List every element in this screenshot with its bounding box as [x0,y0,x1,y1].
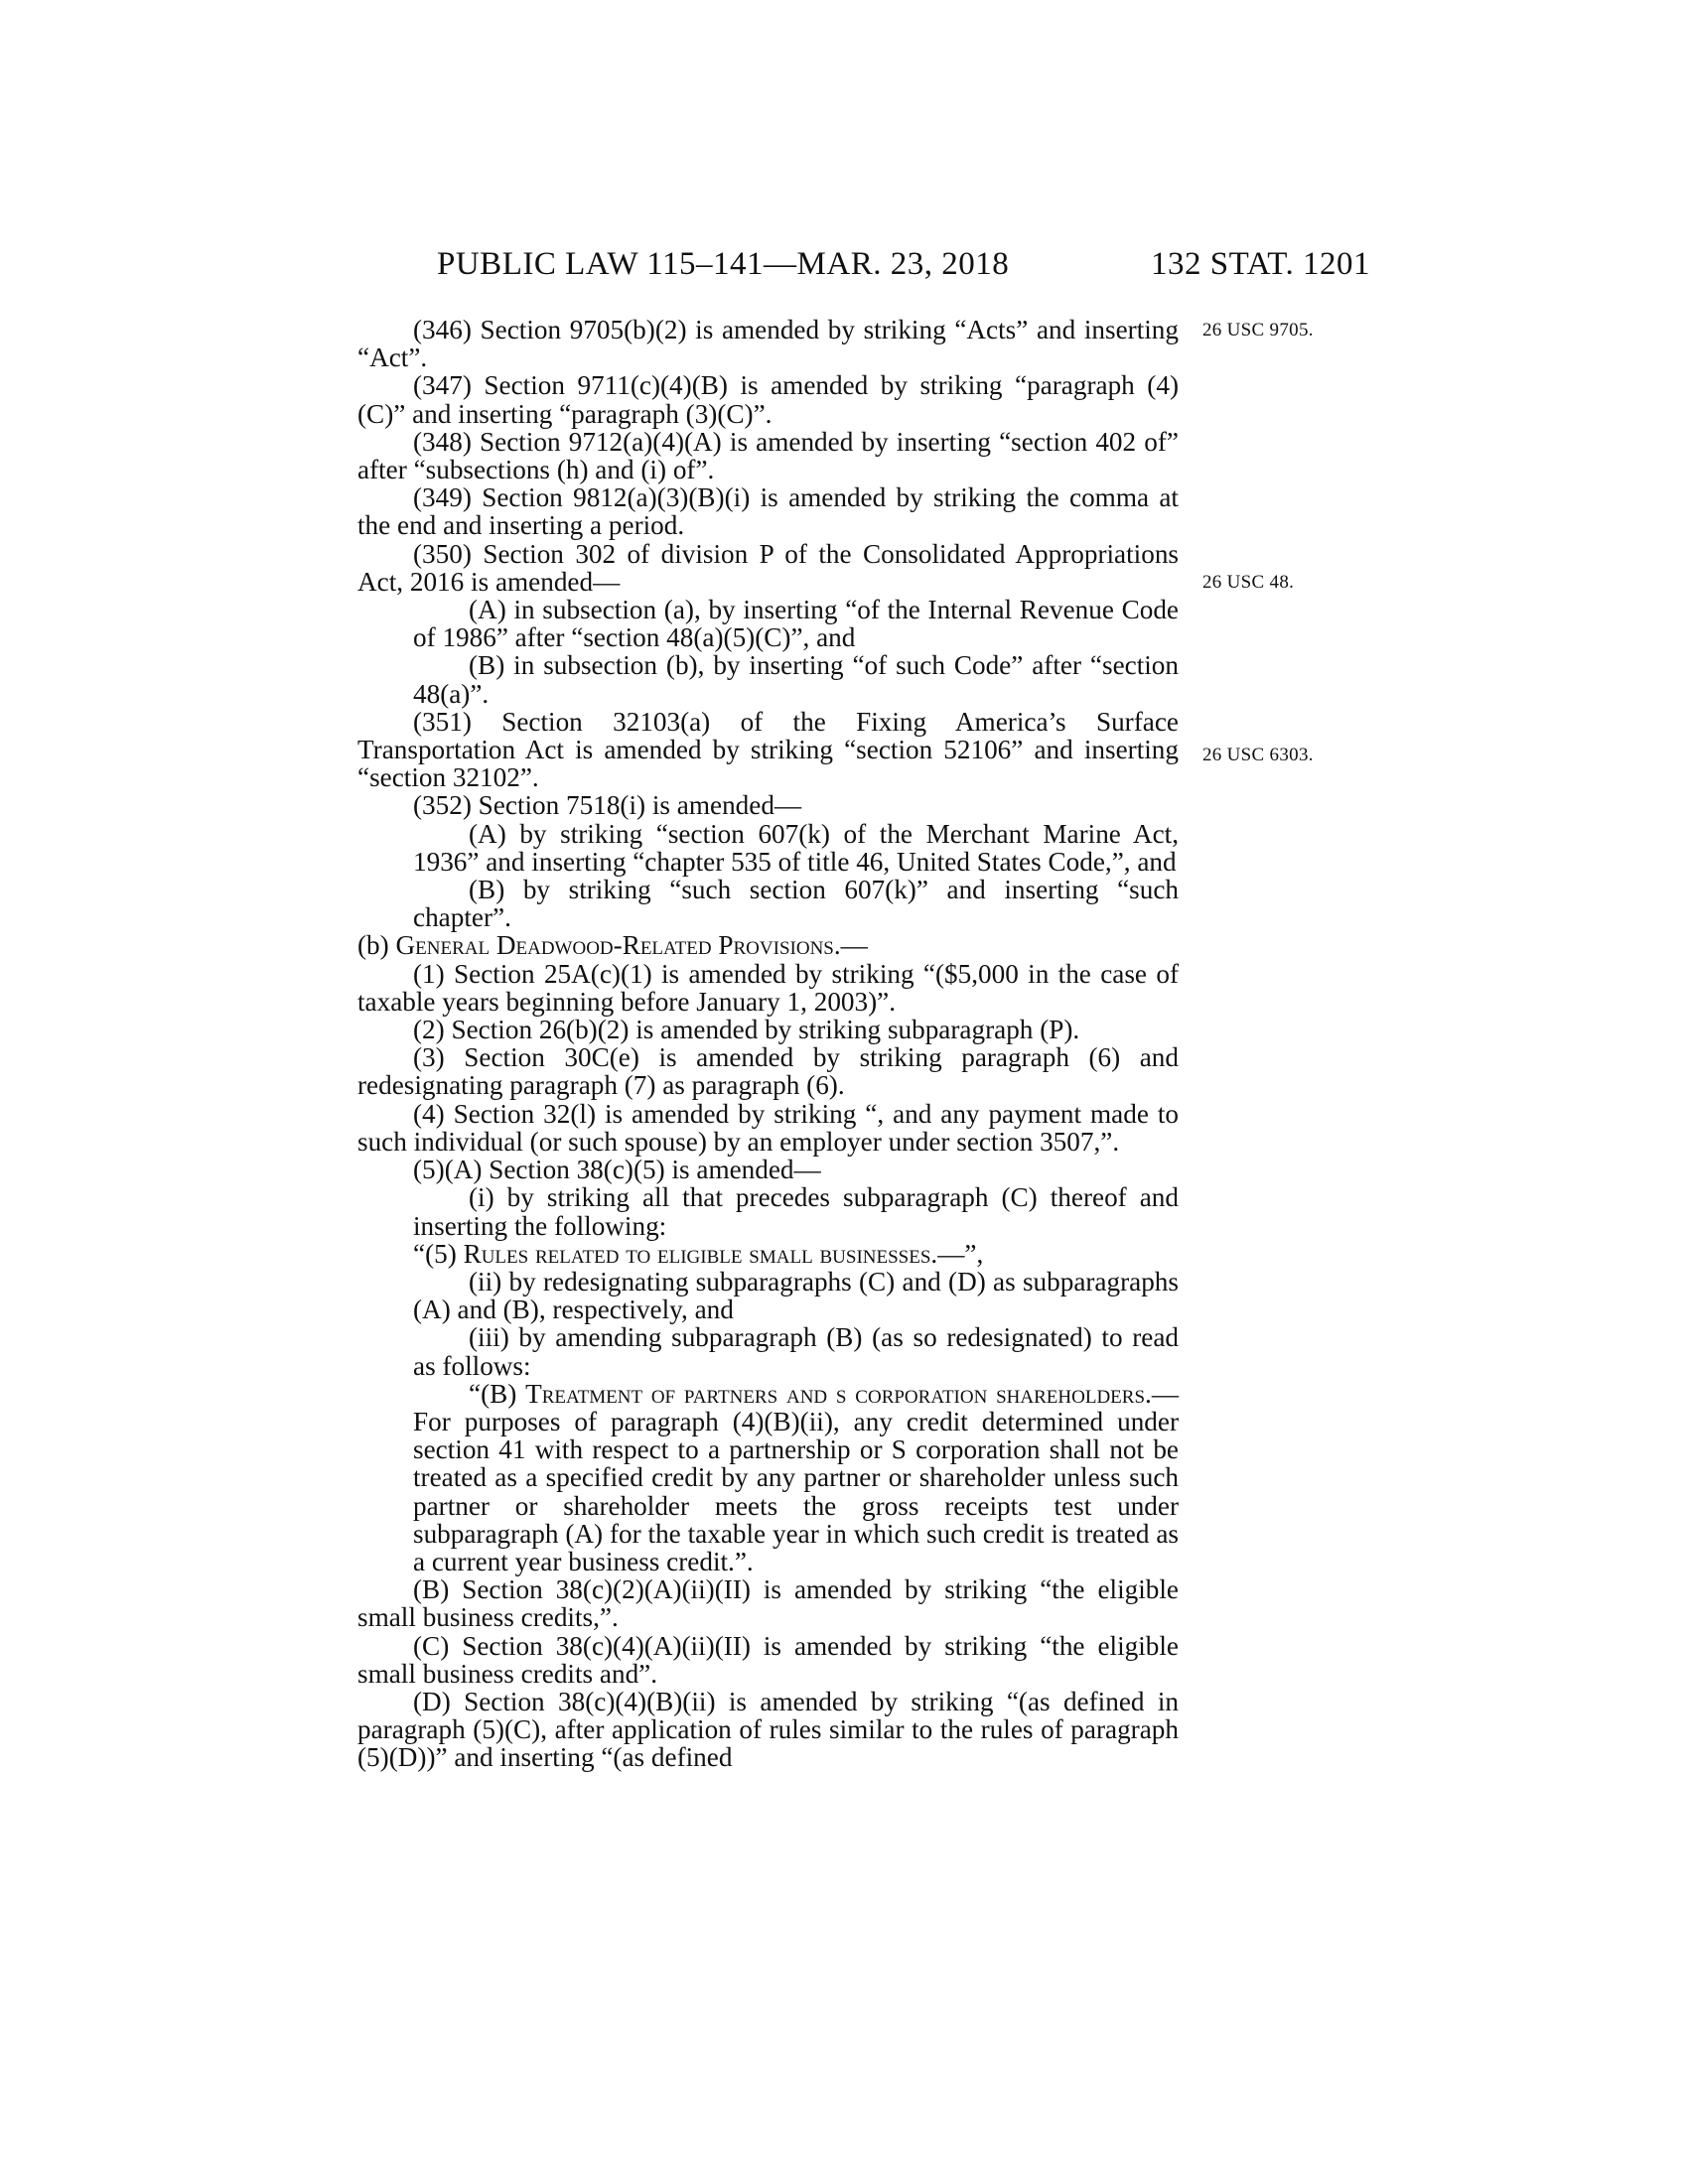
paragraph-350: (350) Section 302 of division P of the Consolidated Appropriations Act, 2016 is amended— [357,538,1179,597]
paragraph-b-1: (1) Section 25A(c)(1) is amended by striking “($5,000 in the case of taxable years beginning before January 1, 2003)”. [357,958,1179,1017]
paragraph-348: (348) Section 9712(a)(4)(A) is amended by inserting “section 402 of” after “subsections (h) and (i) of”. [357,426,1179,485]
paragraph-b-3: (3) Section 30C(e) is amended by striking paragraph (6) and redesignating paragraph (7) as paragraph (6). [357,1042,1179,1101]
page-number: 132 STAT. 1201 [1150,246,1370,282]
paragraph-349: (349) Section 9812(a)(3)(B)(i) is amended by striking the comma at the end and inserting a period. [357,482,1179,541]
clause-5a-ii: (ii) by redesignating subparagraphs (C) and (D) as subparagraphs (A) and (B), respectively, and [413,1266,1179,1325]
clause-5a-iii: (iii) by amending subparagraph (B) (as so redesignated) to read as follows: [413,1322,1179,1381]
subsection-b-heading [357,931,1179,959]
quoted-heading-5-title: Rules related to eligible small businesses.— [463,1238,965,1269]
running-head: PUBLIC LAW 115–141—MAR. 23, 2018 [437,246,1010,282]
subsection-b-title: General Deadwood-Related Provisions.— [395,930,868,961]
paragraph-b-5a: (5)(A) Section 38(c)(5) is amended— [413,1155,821,1185]
paragraph-b-5d: (D) Section 38(c)(4)(B)(ii) is amended by striking “(as defined in paragraph (5)(C), after application of rules similar to the rules of paragraph (5)(D))” and inserting “(as defined [357,1686,1179,1773]
paragraph-347: (347) Section 9711(c)(4)(B) is amended by striking “paragraph (4)(C)” and inserting “paragraph (3)(C)”. [357,370,1179,429]
margin-note-9705: 26 USC 9705. [1202,320,1314,341]
paragraph-350-b: (B) in subsection (b), by inserting “of such Code” after “section 48(a)”. [413,650,1179,709]
paragraph-352-b: (B) by striking “such section 607(k)” and inserting “such chapter”. [413,875,1179,933]
paragraph-352-a: (A) by striking “section 607(k) of the Merchant Marine Act, 1936” and inserting “chapter 535 of title 46, United States Code,”, and [413,818,1179,877]
paragraph-350-a: (A) in subsection (a), by inserting “of the Internal Revenue Code of 1986” after “section 48(a)(5)(C)”, and [413,595,1179,653]
paragraph-351: (351) Section 32103(a) of the Fixing America’s Surface Transportation Act is amended by striking “section 52106” and inserting “section 32102”. [357,706,1179,793]
quoted-subparagraph-b: “(B) Treatment of partners and s corporation shareholders.—For purposes of paragraph (4)(B)(ii), any credit determined under section 41 with respect to a partnership or S corporation shall not be treated as a specified credit by any partner or shareholder unless such partner or shareholder meets the gross receipts test under subparagraph (A) for the taxable year in which such credit is treated as a current year business credit.”. [413,1378,1179,1576]
document-body [357,316,1179,1772]
quoted-heading-5: “(5) Rules related to eligible small businesses.—”, [413,1238,984,1269]
clause-5a-i: (i) by striking all that precedes subparagraph (C) thereof and inserting the following: [413,1182,1179,1241]
quoted-subparagraph-b-title: Treatment of partners and s corporation shareholders. [525,1378,1152,1409]
margin-note-48: 26 USC 48. [1202,572,1295,593]
paragraph-b-4: (4) Section 32(l) is amended by striking “, and any payment made to such individual (or such spouse) by an employer under section 3507,”. [357,1098,1179,1157]
page-header [357,246,1370,286]
subsection-b-label: (b) [357,930,396,961]
paragraph-346: (346) Section 9705(b)(2) is amended by striking “Acts” and inserting “Act”. [357,315,1179,373]
margin-note-6303: 26 USC 6303. [1202,745,1314,765]
paragraph-b-5c: (C) Section 38(c)(4)(A)(ii)(II) is amended by striking “the eligible small business credits and”. [357,1630,1179,1689]
paragraph-b-2: (2) Section 26(b)(2) is amended by striking subparagraph (P). [413,1015,1080,1045]
paragraph-b-5b: (B) Section 38(c)(2)(A)(ii)(II) is amended by striking “the eligible small business credits,”. [357,1574,1179,1633]
paragraph-352: (352) Section 7518(i) is amended— [413,790,802,821]
